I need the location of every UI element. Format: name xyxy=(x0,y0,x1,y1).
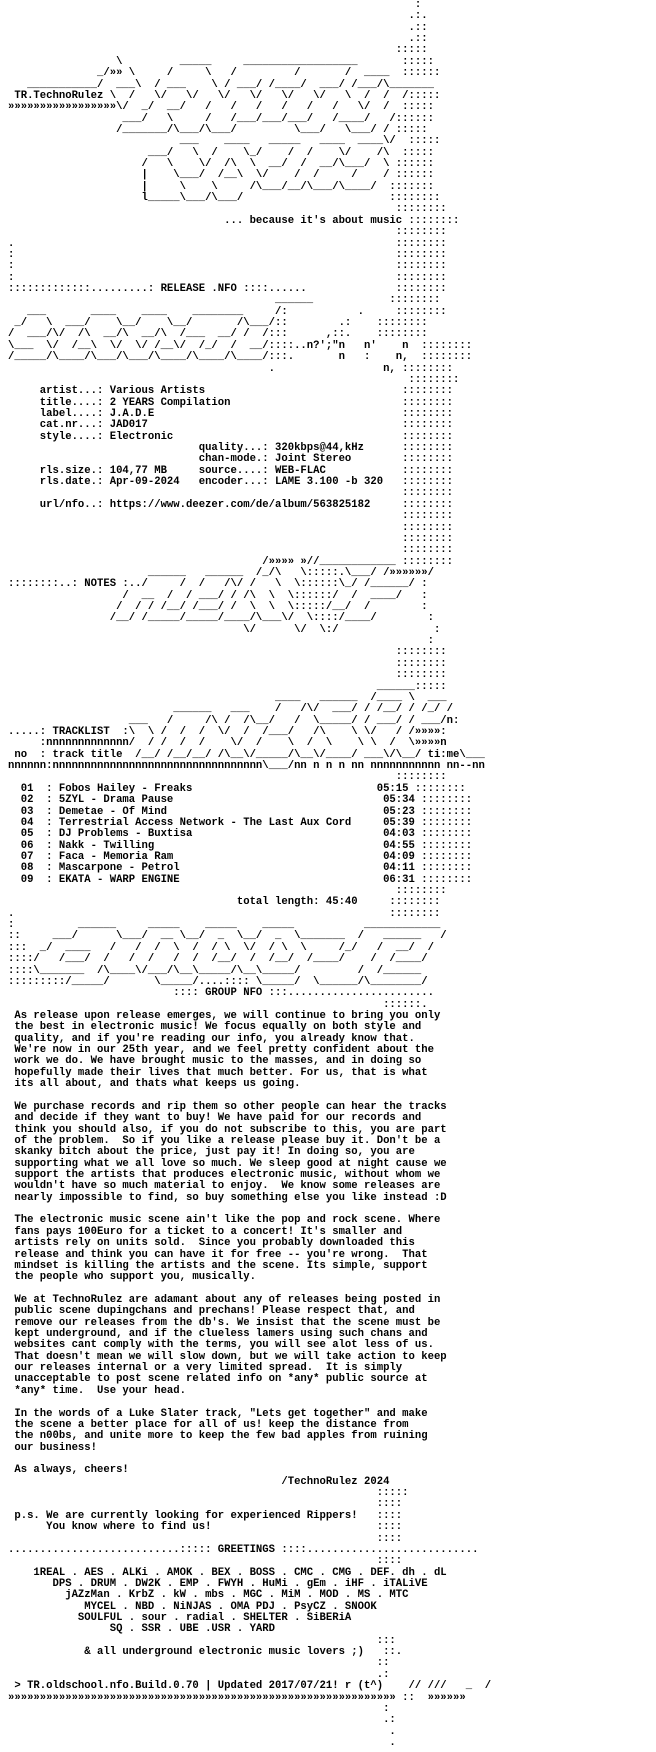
nfo-line: As release upon release emerges, we will continue to bring you only xyxy=(8,1009,441,1022)
nfo-line: 04 : Terrestrial Access Network - The Last Aux Cord 05:39 :::::::: xyxy=(8,816,473,829)
nfo-line: \/ \/ \:/ : xyxy=(8,623,441,636)
nfo-line: :::::::: xyxy=(8,669,447,682)
nfo-line: We're now in our 25th year, and we feel pretty confident about the xyxy=(8,1044,434,1057)
nfo-line: 1REAL . AES . ALKi . AMOK . BEX . BOSS . CMC . CMG . DEF. dh . dL xyxy=(8,1566,447,1579)
nfo-line: quality...: 320kbps@44,kHz :::::::: xyxy=(8,442,454,455)
nfo-line: the best in electronic music! We focus equally on both style and xyxy=(8,1021,422,1034)
nfo-line: / / / /__/ /___/ / \ \ \:::::/__/ / : xyxy=(8,601,428,614)
nfo-line: :::::::: xyxy=(8,521,454,534)
nfo-line: ... because it's about music :::::::: xyxy=(8,214,460,227)
nfo-line: 01 : Fobos Hailey - Freaks 05:15 :::::::: xyxy=(8,782,466,795)
nfo-line: support the artists that produces electronic music, without whom we xyxy=(8,1169,441,1182)
nfo-line: MYCEL . NBD . NiNJAS . OMA PDJ . PsyCZ . SNOOK xyxy=(8,1600,377,1613)
nfo-line: ::::\_______ /\____\/___/\__\_____/\__\_____/ / /______ xyxy=(8,964,422,977)
nfo-line: its all about, and thats what keeps us going. xyxy=(8,1078,301,1091)
nfo-line: artist...: Various Artists :::::::: xyxy=(8,385,454,398)
nfo-line: .: xyxy=(8,1714,396,1727)
nfo-line: We purchase records and rip them so other people can hear the tracks xyxy=(8,1100,447,1113)
nfo-line: mindset is killing the artists and the scene. Its simple, support xyxy=(8,1259,428,1272)
nfo-line: no : track title /__/ /__/__/ /\__\/_____/\__\/____/ ___\/\__/ ti:me\___ xyxy=(8,748,485,761)
nfo-line: . xyxy=(8,1725,396,1738)
nfo-line: ______ ______ /_/\ \:::::.\___/ /»»»»»»/ xyxy=(8,566,434,579)
nfo-line: supporting what we all love so much. We sleep good at night cause we xyxy=(8,1157,447,1170)
nfo-line: url/nfo..: https://www.deezer.com/de/album/563825182 :::::::: xyxy=(8,498,454,511)
nfo-line: total length: 45:40 :::::::: xyxy=(8,896,441,909)
nfo-line: : xyxy=(8,1702,390,1715)
nfo-line: unacceptable to post scene related info on *any* public source at xyxy=(8,1373,428,1386)
nfo-line: . :::::::: xyxy=(8,907,441,920)
nfo-line: :::::::: xyxy=(8,373,460,386)
nfo-line: / \ \/ /\ \ __/ / __/\___/ \ :::::: xyxy=(8,158,434,171)
nfo-line: 09 : EKATA - WARP ENGINE 06:31 :::::::: xyxy=(8,873,473,886)
nfo-line: ____ ______ /____ \ ___ xyxy=(8,691,447,704)
nfo-line: *any* time. Use your head. xyxy=(8,1384,187,1397)
nfo-line: skanky bitch about the price, just pay it! In doing so, you are xyxy=(8,1146,415,1159)
nfo-line: ::: xyxy=(8,1634,396,1647)
nfo-line: ::::: xyxy=(8,1487,409,1500)
nfo-line: . xyxy=(8,1736,396,1749)
nfo-line: .:: xyxy=(8,21,428,34)
nfo-line: \___ \/ /__\ \/ \/ /__\/ /_/ / __/::::..n?';"n n' n :::::::: xyxy=(8,339,473,352)
nfo-line: public scene dupingchans and prechans! Please respect that, and xyxy=(8,1305,415,1318)
nfo-line: wouldn't have so much material to enjoy. We know some releases are xyxy=(8,1180,441,1193)
nfo-line: jAZzMan . KrbZ . kW . mbs . MGC . MiM . MOD . MS . MTC xyxy=(8,1589,409,1602)
nfo-line: 06 : Nakk - Twilling 04:55 :::::::: xyxy=(8,839,473,852)
nfo-line: /__/ /_____/_____/____/\___\/ \::::/____/ : xyxy=(8,612,434,625)
nfo-line: . :::::::: xyxy=(8,237,447,250)
nfo-line: artists rely on units sold. Since you probably downloaded this xyxy=(8,1237,415,1250)
nfo-line: | \ \ /\___/__/\___/\____/ ::::::: xyxy=(8,180,434,193)
nfo-line: _/»» \ / \ / / / ____ :::::: xyxy=(8,67,441,80)
nfo-line: | \___/ /__\ \/ / / / / :::::: xyxy=(8,169,434,182)
nfo-document xyxy=(8,0,648,1752)
nfo-line: nnnnnn:nnnnnnnnnnnnnnnnnnnnnnnnnnnnnnnnn\___/nn n n n nn nnnnnnnnnnn nn--nn xyxy=(8,760,485,773)
nfo-line: title....: 2 YEARS Compilation :::::::: xyxy=(8,396,454,409)
nfo-line: ::::/ /___/ / / / / / /__/ / /__/ /____/ / /____/ xyxy=(8,953,428,966)
nfo-line: remove our releases from the db's. We insist that the scene must be xyxy=(8,1316,441,1329)
nfo-line xyxy=(8,1397,648,1408)
nfo-line: We at TechnoRulez are adamant about any of releases being posted in xyxy=(8,1293,441,1306)
nfo-line: »»»»»»»»»»»»»»»»»\/ _/ __/ / / / / / / \/ / ::::: xyxy=(8,101,434,114)
nfo-line: :nnnnnnnnnnnnn/ / / / / \/ / \ / \ \ \ / \»»»»n xyxy=(8,737,447,750)
nfo-line: In the words of a Luke Slater track, "Lets get together" and make xyxy=(8,1407,428,1420)
nfo-line: :::::::: xyxy=(8,510,454,523)
nfo-line: TR.TechnoRulez \ / \/ \/ \/ \/ \/ \/ \ / / /::::: xyxy=(8,89,441,102)
nfo-line: 05 : DJ Problems - Buxtisa 04:03 :::::::: xyxy=(8,828,473,841)
nfo-line: ___ ____ ____ ________ /: . :::::::: xyxy=(8,305,447,318)
nfo-line: ___/ \ / \_/ / / \/ /\ ::::: xyxy=(8,146,434,159)
nfo-line: think you should also, if you do not subscribe to this, you are part xyxy=(8,1123,447,1136)
nfo-line: the people who support you, musically. xyxy=(8,1271,256,1284)
nfo-line: : :::::::: xyxy=(8,260,447,273)
nfo-line: .: xyxy=(8,1668,390,1681)
nfo-line: »»»»»»»»»»»»»»»»»»»»»»»»»»»»»»»»»»»»»»»»»»»»»»»»»»»»»»»»»»»»» :: »»»»»» xyxy=(8,1691,466,1704)
nfo-line: ::::::. xyxy=(8,998,428,1011)
nfo-line: :::: xyxy=(8,1555,403,1568)
nfo-line: :::: GROUP NFO :::....................... xyxy=(8,987,434,1000)
nfo-line: style....: Electronic :::::::: xyxy=(8,430,454,443)
nfo-line: quality, and if you're reading our info, you already know that. xyxy=(8,1032,415,1045)
nfo-line: .:. xyxy=(8,10,428,23)
nfo-line: rls.date.: Apr-09-2024 encoder...: LAME 3.100 -b 320 :::::::: xyxy=(8,476,454,489)
nfo-line: chan-mode.: Joint Stereo :::::::: xyxy=(8,453,454,466)
nfo-line: release and think you can have it for free -- you're wrong. That xyxy=(8,1248,428,1261)
nfo-line: : xyxy=(8,0,422,11)
nfo-line: > TR.oldschool.nfo.Build.0.70 | Updated 2017/07/21! r (t^) // /// _ / xyxy=(8,1680,492,1693)
nfo-line: p.s. We are currently looking for experienced Rippers! :::: xyxy=(8,1509,403,1522)
nfo-line: :::::::: xyxy=(8,885,447,898)
nfo-line: : :::::::: xyxy=(8,248,447,261)
nfo-line: :::: xyxy=(8,1532,403,1545)
nfo-line: the scene a better place for all of us! keep the distance from xyxy=(8,1418,409,1431)
nfo-line: /_____/\____/\___/\___/\____/\____/\____/:::. n : n, :::::::: xyxy=(8,351,473,364)
nfo-line: /TechnoRulez 2024 xyxy=(8,1475,390,1488)
nfo-line: :::::::: xyxy=(8,226,447,239)
nfo-line: : :::::::: xyxy=(8,271,447,284)
nfo-line: ______ :::::::: xyxy=(8,294,441,307)
nfo-line: work we do. We have brought music to the masses, and in doing so xyxy=(8,1055,422,1068)
nfo-line: nearly impossible to find, so buy something else you like instead :D xyxy=(8,1191,447,1204)
nfo-line: As always, cheers! xyxy=(8,1464,129,1477)
nfo-line: SQ . SSR . UBE .USR . YARD xyxy=(8,1623,276,1636)
nfo-line: and decide if they want to buy! We have paid for our records and xyxy=(8,1112,422,1125)
nfo-line: :::::::: xyxy=(8,532,454,545)
nfo-line: :: xyxy=(8,1657,390,1670)
nfo-line: :::::::: xyxy=(8,771,447,784)
nfo-line: ...........................::::: GREETINGS ::::........................... xyxy=(8,1543,479,1556)
nfo-line: :::::::: xyxy=(8,487,454,500)
nfo-line: rls.size.: 104,77 MB source....: WEB-FLAC :::::::: xyxy=(8,464,454,477)
nfo-line: :::::::::::::.........: RELEASE .NFO ::::...... :::::::: xyxy=(8,282,447,295)
nfo-line: That doesn't mean we will slow down, but we will take action to keep xyxy=(8,1350,447,1363)
nfo-line: ______ ___ / /\/ ___/ / /__/ / /_/ / xyxy=(8,703,454,716)
nfo-line: :::::::: xyxy=(8,203,447,216)
nfo-line: of the problem. So if you like a release please buy it. Don't be a xyxy=(8,1134,441,1147)
nfo-line: ::: _/ ____ / / / \ / / \ \/ / \ \ /_/ / __/ / xyxy=(8,941,434,954)
nfo-line: \ _____ __________________ ::::: xyxy=(8,55,434,68)
nfo-line: DPS . DRUM . DW2K . EMP . FWYH . HuMi . gEm . iHF . iTALiVE xyxy=(8,1577,428,1590)
nfo-line: / ___/\/ /\ __/\ __/\ /___ __/ / /::: ,::. :::::::: xyxy=(8,328,428,341)
nfo-line: :::::::: xyxy=(8,657,447,670)
nfo-line: our business! xyxy=(8,1441,98,1454)
nfo-line: the n00bs, and unite more to keep the few bad apples from ruining xyxy=(8,1430,428,1443)
nfo-line: .....: TRACKLIST :\ \ / / / \/ / /___/ /\ \ \/ / /»»»»: xyxy=(8,726,447,738)
nfo-line: / __ / / ___/ / /\ \ \::::::/ / ____/ : xyxy=(8,589,428,602)
nfo-line: label....: J.A.D.E :::::::: xyxy=(8,407,454,420)
nfo-line: :: ___/ \___/ __ \__/ _ \__/ _ \_______ / ______ / xyxy=(8,930,447,943)
nfo-line: ___ / /\ / /\__/ / \_____/ / ___/ / ___/n: xyxy=(8,714,460,727)
nfo-line: /_______/\___/\___/ \___/ \___/ / ::::: xyxy=(8,123,428,136)
nfo-line: hopefully made their lives that much better. For us, that is what xyxy=(8,1066,428,1079)
nfo-line: 07 : Faca - Memoria Ram 04:09 :::::::: xyxy=(8,850,473,863)
nfo-line: :::::::: xyxy=(8,646,447,659)
nfo-line: : xyxy=(8,635,434,648)
nfo-line: l_____\___/\___/ :::::::: xyxy=(8,192,441,205)
nfo-line: 02 : 5ZYL - Drama Pause 05:34 :::::::: xyxy=(8,794,473,807)
nfo-line: . n, :::::::: xyxy=(8,362,454,375)
nfo-line: ::::::::..: NOTES :../ / / /\/ / \ \::::::\_/ /______/ : xyxy=(8,578,428,591)
nfo-line: :::::::::/_____/ \_____/....:::: \_____/ \______/\________/ xyxy=(8,975,428,988)
nfo-line: cat.nr...: JAD017 :::::::: xyxy=(8,419,454,432)
nfo-line: _/ \ ___/ \__/ \__/ /\___/:: .: :::::::: xyxy=(8,317,428,330)
nfo-line: fans pays 100Euro for a ticket to a concert! It's smaller and xyxy=(8,1225,403,1238)
nfo-line: our releases internal or a very limited spread. It is simply xyxy=(8,1362,403,1375)
nfo-line: websites cant comply with the terms, you will see alot less of us. xyxy=(8,1339,434,1352)
nfo-line: The electronic music scene ain't like the pop and rock scene. Where xyxy=(8,1214,441,1227)
nfo-line: /»»»» »//____________ :::::::: xyxy=(8,555,454,568)
nfo-line: : ______ _____ _____ _____ ____________ xyxy=(8,919,441,932)
nfo-line: :::::::: xyxy=(8,544,454,557)
nfo-line: :::: xyxy=(8,1498,403,1511)
nfo-line: ::::: xyxy=(8,44,428,57)
nfo-line: 08 : Mascarpone - Petrol 04:11 :::::::: xyxy=(8,862,473,875)
nfo-line: .:: xyxy=(8,33,428,46)
nfo-line: SOULFUL . sour . radial . SHELTER . SiBERiA xyxy=(8,1612,352,1625)
nfo-line: & all underground electronic music lovers ;) ::. xyxy=(8,1646,403,1659)
nfo-line: kept underground, and if the clueless lamers using such chans and xyxy=(8,1328,428,1341)
nfo-line: 03 : Demetae - Of Mind 05:23 :::::::: xyxy=(8,805,473,818)
nfo-line: ______::::: xyxy=(8,680,447,693)
nfo-line: ___ ____ _____ ____ ____\/ ::::: xyxy=(8,135,441,148)
nfo-line: You know where to find us! :::: xyxy=(8,1521,403,1534)
nfo-line: ___________/ ___\ / ___ \ / ___/ /____/ ___/ /___/\_______ xyxy=(8,78,434,91)
nfo-line: ___/ \ / /___/___/___/ /____/ /:::::: xyxy=(8,112,434,125)
